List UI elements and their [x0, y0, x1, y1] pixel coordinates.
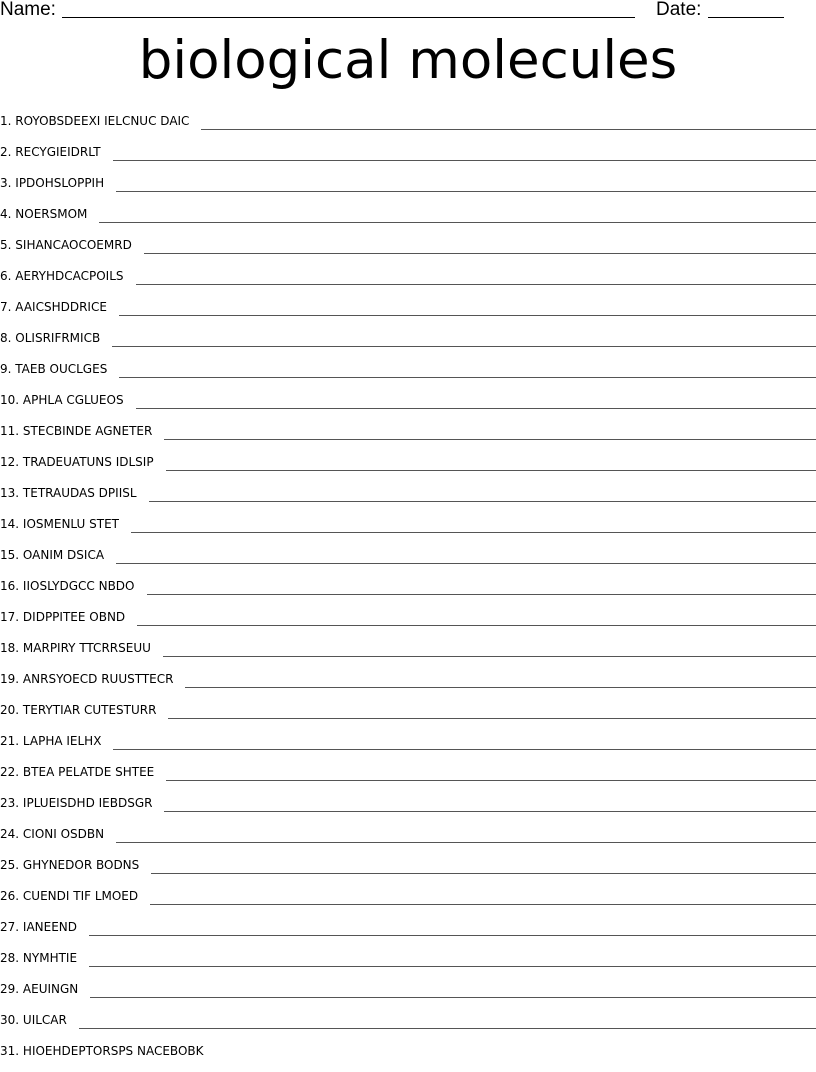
item-word: AEUINGN	[23, 982, 78, 996]
scrambled-word	[0, 173, 116, 193]
list-item	[0, 731, 816, 762]
list-item	[0, 297, 816, 328]
date-field-line[interactable]	[708, 17, 784, 18]
item-number: 21.	[0, 734, 19, 748]
list-item	[0, 390, 816, 421]
list-item	[0, 855, 816, 886]
item-number: 17.	[0, 610, 19, 624]
answer-line[interactable]	[150, 904, 816, 905]
item-number: 5.	[0, 238, 11, 252]
scrambled-word	[0, 638, 163, 658]
list-item	[0, 762, 816, 793]
item-word: AAICSHDDRICE	[15, 300, 107, 314]
item-number: 20.	[0, 703, 19, 717]
scrambled-word	[0, 545, 116, 565]
list-item	[0, 948, 816, 979]
answer-line[interactable]	[136, 408, 816, 409]
answer-line[interactable]	[166, 780, 816, 781]
scrambled-word	[0, 1010, 79, 1030]
name-field-line[interactable]	[62, 17, 635, 18]
scrambled-word	[0, 514, 131, 534]
item-number: 1.	[0, 114, 11, 128]
item-number: 25.	[0, 858, 19, 872]
answer-line[interactable]	[166, 470, 816, 471]
item-number: 6.	[0, 269, 11, 283]
item-number: 24.	[0, 827, 19, 841]
list-item	[0, 111, 816, 142]
scrambled-word	[0, 204, 99, 224]
scrambled-word	[0, 607, 137, 627]
item-word: TRADEUATUNS IDLSIP	[23, 455, 154, 469]
item-number: 18.	[0, 641, 19, 655]
header-row	[0, 0, 816, 22]
scrambled-word	[0, 700, 168, 720]
item-word: NYMHTIE	[23, 951, 77, 965]
item-word: TETRAUDAS DPIISL	[23, 486, 137, 500]
answer-line[interactable]	[168, 718, 816, 719]
answer-line[interactable]	[149, 501, 816, 502]
list-item	[0, 824, 816, 855]
item-word: LAPHA IELHX	[23, 734, 102, 748]
answer-line[interactable]	[119, 377, 816, 378]
date-label: Date:	[656, 0, 701, 20]
item-word: ROYOBSDEEXI IELCNUC DAIC	[15, 114, 189, 128]
item-number: 12.	[0, 455, 19, 469]
scrambled-word	[0, 328, 112, 348]
item-word: APHLA CGLUEOS	[23, 393, 124, 407]
item-word: IIOSLYDGCC NBDO	[23, 579, 135, 593]
item-word: TAEB OUCLGES	[15, 362, 107, 376]
item-word: UILCAR	[23, 1013, 67, 1027]
list-item	[0, 917, 816, 948]
scrambled-word	[0, 452, 166, 472]
item-number: 26.	[0, 889, 19, 903]
item-word: TERYTIAR CUTESTURR	[23, 703, 157, 717]
item-word: OANIM DSICA	[23, 548, 104, 562]
answer-line[interactable]	[144, 253, 816, 254]
scrambled-word	[0, 1041, 216, 1061]
answer-line[interactable]	[151, 873, 816, 874]
answer-line[interactable]	[112, 346, 816, 347]
answer-line[interactable]	[119, 315, 816, 316]
list-item	[0, 638, 816, 669]
item-number: 29.	[0, 982, 19, 996]
answer-line[interactable]	[185, 687, 816, 688]
item-word: BTEA PELATDE SHTEE	[23, 765, 154, 779]
item-number: 22.	[0, 765, 19, 779]
item-number: 27.	[0, 920, 19, 934]
item-number: 23.	[0, 796, 19, 810]
scrambled-word	[0, 886, 150, 906]
list-item	[0, 1041, 816, 1072]
item-word: IOSMENLU STET	[23, 517, 119, 531]
answer-line[interactable]	[116, 563, 816, 564]
item-word: RECYGIEIDRLT	[15, 145, 100, 159]
scrambled-word	[0, 111, 201, 131]
answer-line[interactable]	[131, 532, 816, 533]
item-number: 3.	[0, 176, 11, 190]
item-word: IPDOHSLOPPIH	[15, 176, 104, 190]
scrambled-word	[0, 297, 119, 317]
list-item	[0, 700, 816, 731]
list-item	[0, 328, 816, 359]
item-word: MARPIRY TTCRRSEUU	[23, 641, 151, 655]
item-number: 31.	[0, 1044, 19, 1058]
list-item	[0, 576, 816, 607]
item-number: 11.	[0, 424, 19, 438]
answer-line[interactable]	[201, 129, 816, 130]
item-number: 16.	[0, 579, 19, 593]
scrambled-word	[0, 793, 164, 813]
answer-line[interactable]	[113, 160, 816, 161]
scrambled-word	[0, 266, 136, 286]
list-item	[0, 421, 816, 452]
list-item	[0, 266, 816, 297]
scrambled-word	[0, 576, 147, 596]
item-word: GHYNEDOR BODNS	[23, 858, 139, 872]
list-item	[0, 173, 816, 204]
item-number: 10.	[0, 393, 19, 407]
item-word: IPLUEISDHD IEBDSGR	[23, 796, 153, 810]
scrambled-word	[0, 483, 149, 503]
item-word: IANEEND	[23, 920, 77, 934]
scrambled-word	[0, 762, 166, 782]
answer-line[interactable]	[163, 656, 816, 657]
scrambled-word	[0, 421, 164, 441]
scrambled-word	[0, 359, 119, 379]
scrambled-word	[0, 390, 136, 410]
item-number: 19.	[0, 672, 19, 686]
answer-line[interactable]	[99, 222, 816, 223]
scrambled-word	[0, 917, 89, 937]
item-number: 8.	[0, 331, 11, 345]
item-number: 9.	[0, 362, 11, 376]
list-item	[0, 607, 816, 638]
answer-line[interactable]	[89, 935, 816, 936]
item-word: CIONI OSDBN	[23, 827, 104, 841]
item-word: STECBINDE AGNETER	[23, 424, 152, 438]
list-item	[0, 1010, 816, 1041]
item-word: SIHANCAOCOEMRD	[15, 238, 132, 252]
item-number: 2.	[0, 145, 11, 159]
scrambled-word	[0, 855, 151, 875]
answer-line[interactable]	[89, 966, 816, 967]
item-number: 13.	[0, 486, 19, 500]
item-word: OLISRIFRMICB	[15, 331, 100, 345]
item-number: 28.	[0, 951, 19, 965]
answer-line[interactable]	[90, 997, 816, 998]
scrambled-word	[0, 235, 144, 255]
answer-line[interactable]	[113, 749, 816, 750]
answer-line[interactable]	[164, 439, 816, 440]
item-number: 14.	[0, 517, 19, 531]
worksheet-title: biological molecules	[0, 28, 816, 94]
list-item	[0, 545, 816, 576]
list-item	[0, 359, 816, 390]
item-word: ANRSYOECD RUUSTTECR	[23, 672, 174, 686]
scrambled-word	[0, 669, 185, 689]
scrambled-word	[0, 731, 113, 751]
item-word: HIOEHDEPTORSPS NACEBOBK	[23, 1044, 204, 1058]
item-number: 30.	[0, 1013, 19, 1027]
item-word: AERYHDCACPOILS	[15, 269, 123, 283]
item-number: 4.	[0, 207, 11, 221]
list-item	[0, 793, 816, 824]
answer-line[interactable]	[164, 811, 816, 812]
scrambled-word	[0, 979, 90, 999]
scrambled-word	[0, 142, 113, 162]
list-item	[0, 483, 816, 514]
item-number: 7.	[0, 300, 11, 314]
list-item	[0, 514, 816, 545]
answer-line[interactable]	[79, 1028, 816, 1029]
answer-line[interactable]	[116, 191, 816, 192]
list-item	[0, 979, 816, 1010]
item-word: CUENDI TIF LMOED	[23, 889, 138, 903]
answer-line[interactable]	[136, 284, 816, 285]
name-label: Name:	[0, 0, 56, 20]
list-item	[0, 235, 816, 266]
item-word: NOERSMOM	[15, 207, 87, 221]
list-item	[0, 452, 816, 483]
list-item	[0, 886, 816, 917]
list-item	[0, 142, 816, 173]
answer-line[interactable]	[147, 594, 816, 595]
list-item	[0, 669, 816, 700]
scrambled-word	[0, 948, 89, 968]
scrambled-word	[0, 824, 116, 844]
scramble-list	[0, 111, 816, 1072]
answer-line[interactable]	[137, 625, 816, 626]
list-item	[0, 204, 816, 235]
item-word: DIDPPITEE OBND	[23, 610, 125, 624]
item-number: 15.	[0, 548, 19, 562]
answer-line[interactable]	[116, 842, 816, 843]
